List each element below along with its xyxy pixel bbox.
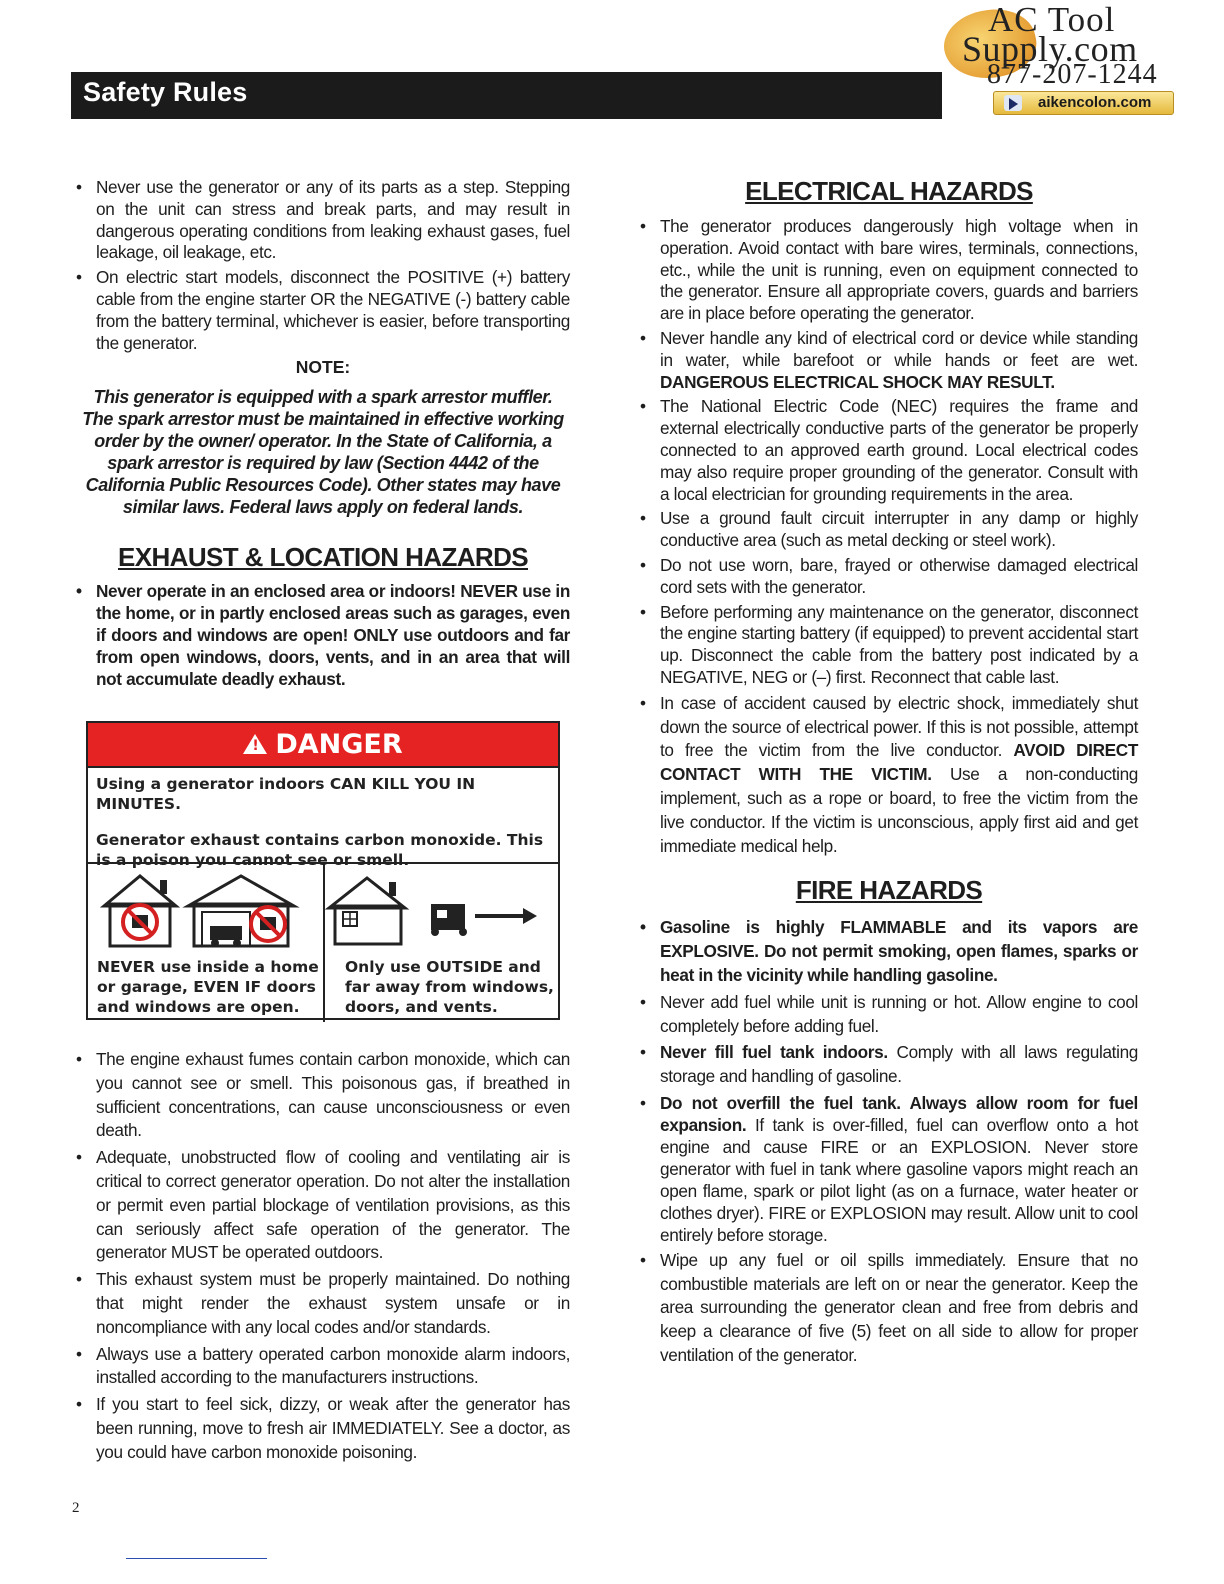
fire-bullet-list (640, 916, 1138, 1368)
list-item: • Never fill fuel tank indoors. Comply with all laws regulating storage and handling of gasoline. (640, 1042, 1138, 1087)
note-text: This generator is equipped with a spark arrestor muffler. The spark arrestor must be maintained in effective working order by the owner/ operator. In the State of California, a spark arrestor is required by law (Section 4442 of the California Public Resources Code). Other states may have similar laws. Federal laws apply on federal lands. (82, 387, 564, 518)
logo-link-text: aikencolon.com (1038, 94, 1152, 111)
list-item: • Do not overfill the fuel tank. Always allow room for fuel expansion. If tank is over-filled, fuel can overflow onto a hot engine and cause FIRE or an EXPLOSION. Never store generator with fuel in tank where gasoline vapors might reach an open flame, spark or pilot light (as on a furnace, water heater or clothes dryer). FIRE or EXPLOSION may result. Allow unit to cool entirely before storage. (640, 1092, 1138, 1245)
list-item: • The engine exhaust fumes contain carbon monoxide, which can you cannot see or smell. This poisonous gas, if breathed in sufficient concentrations, can cause unconsciousness or even death. (76, 1049, 570, 1141)
danger-title: DANGER (275, 729, 403, 760)
exhaust-bullet-list (76, 1048, 570, 1465)
brand-logo (940, 0, 1224, 125)
list-item: • Use a ground fault circuit interrupter in any damp or highly conductive area (such as metal decking or steel work). (640, 508, 1138, 551)
danger-line1: Using a generator indoors CAN KILL YOU IN MINUTES. (96, 775, 476, 813)
list-item: • Never use the generator or any of its parts as a step. Stepping on the unit can stress and break parts, and may result in dangerous operating conditions from leaking exhaust gases, fuel leakage, oil leakage, etc. (76, 177, 570, 263)
section-header-bar (71, 72, 942, 119)
right-column (640, 176, 1138, 1371)
list-item: • Never handle any kind of electrical cord or device while standing in water, while barefoot or while hands or feet are wet. DANGEROUS ELECTRICAL SHOCK MAY RESULT. (640, 327, 1138, 392)
danger-header (88, 723, 558, 768)
left-column-lower (76, 1048, 570, 1468)
danger-label (86, 721, 560, 1020)
play-icon (1009, 98, 1018, 110)
caption-indoor: NEVER use inside a home or garage, EVEN IF doors and windows are open. (97, 958, 319, 1016)
top-bullet-list (76, 177, 570, 354)
logo-line1: AC Tool (988, 0, 1116, 39)
electrical-bullet-list (640, 216, 1138, 858)
list-item: • If you start to feel sick, dizzy, or weak after the generator has been running, move to fresh air IMMEDIATELY. See a doctor, as you could have carbon monoxide poisoning. (76, 1394, 570, 1462)
left-column (76, 177, 570, 693)
house-generator-outside-icon (325, 864, 558, 956)
list-item: • Adequate, unobstructed flow of cooling and ventilating air is critical to correct generator operation. Do not alter the installation or permit even partial blockage of ventilation provisions, as this can seriously affect safe operation of the generator. The generator MUST be operated outdoors. (76, 1147, 570, 1263)
list-item: • Gasoline is highly FLAMMABLE and its vapors are EXPLOSIVE. Do not permit smoking, open flames, sparks or heat in the vicinity while handling gasoline. (640, 917, 1138, 985)
page-title: Safety Rules (83, 77, 248, 107)
outdoor-pictogram (325, 864, 558, 1022)
danger-pictograms (88, 864, 558, 1022)
list-item: • Never add fuel while unit is running or hot. Allow engine to cool completely before adding fuel. (640, 991, 1138, 1036)
logo-phone: 877-207-1244 (987, 59, 1158, 90)
house-garage-prohibited-icon (88, 864, 323, 956)
caption-outdoor: Only use OUTSIDE and far away from windows, doors, and vents. (345, 958, 554, 1016)
list-item: • Always use a battery operated carbon monoxide alarm indoors, installed according to the manufacturers instructions. (76, 1343, 570, 1388)
list-item: • In case of accident caused by electric shock, immediately shut down the source of electrical power. If this is not possible, attempt to free the victim from the live conductor. AVOID DIRECT CONTACT WITH THE VICTIM. Use a non-conducting implement, such as a rope or board, to free the victim from the live conductor. If the victim is unconscious, apply first aid and get immediate medical help. (640, 692, 1139, 856)
warning-icon: ! (243, 734, 267, 754)
page-number: 2 (72, 1500, 80, 1516)
list-item: • This exhaust system must be properly maintained. Do nothing that might render the exhaust system unsafe or in noncompliance with any local codes and/or standards. (76, 1269, 570, 1337)
fire-heading: FIRE HAZARDS (795, 875, 983, 906)
logo-link-button[interactable] (993, 91, 1174, 115)
list-item: • Wipe up any fuel or oil spills immediately. Ensure that no combustible materials are left on or near the generator. Keep the area surrounding the generator clean and free from debris and keep a clearance of five (5) feet on all side to allow for proper ventilation of the generator. (640, 1249, 1138, 1366)
danger-line2: Generator exhaust contains carbon monoxide. This is a poison you cannot see or smell. (96, 831, 544, 869)
list-item: • Never operate in an enclosed area or indoors! NEVER use in the home, or in partly enclosed areas such as garages, even if doors and windows are open! ONLY use outdoors and far from open windows, doors, vents, and in an area that will not accumulate deadly exhaust. (76, 581, 570, 689)
note-heading: NOTE: (295, 357, 351, 378)
footer-link-underline (126, 1558, 267, 1559)
danger-text (88, 768, 558, 869)
logo-line2: Supply.com (962, 29, 1138, 69)
list-item: • The National Electric Code (NEC) requires the frame and external electrically conductive parts of the generator be properly connected to an approved earth ground. Local electrical codes may also require proper grounding of the generator. Consult with a local electrician for grounding requirements in the area. (640, 396, 1138, 504)
list-item: • The generator produces dangerously high voltage when in operation. Avoid contact with bare wires, terminals, connections, etc., while the unit is running, even on equipment connected to the generator. Ensure all appropriate covers, guards and barriers are in place before operating the generator. (640, 216, 1138, 324)
electrical-heading: ELECTRICAL HAZARDS (745, 176, 1033, 206)
list-item: • Before performing any maintenance on the generator, disconnect the engine starting battery (if equipped) to prevent accidental start up. Disconnect the cable from the battery post indicated by a NEGATIVE, NEG or (–) first. Reconnect that cable last. (640, 601, 1138, 687)
exhaust-heading: EXHAUST & LOCATION HAZARDS (117, 542, 529, 573)
list-item: • On electric start models, disconnect the POSITIVE (+) battery cable from the engine starter OR the NEGATIVE (-) battery cable from the battery terminal, whichever is easier, before transporting the generator. (76, 267, 570, 353)
list-item: • Do not use worn, bare, frayed or otherwise damaged electrical cord sets with the generator. (640, 554, 1138, 597)
indoor-pictogram (88, 864, 325, 1022)
exhaust-bold-list (76, 581, 570, 690)
